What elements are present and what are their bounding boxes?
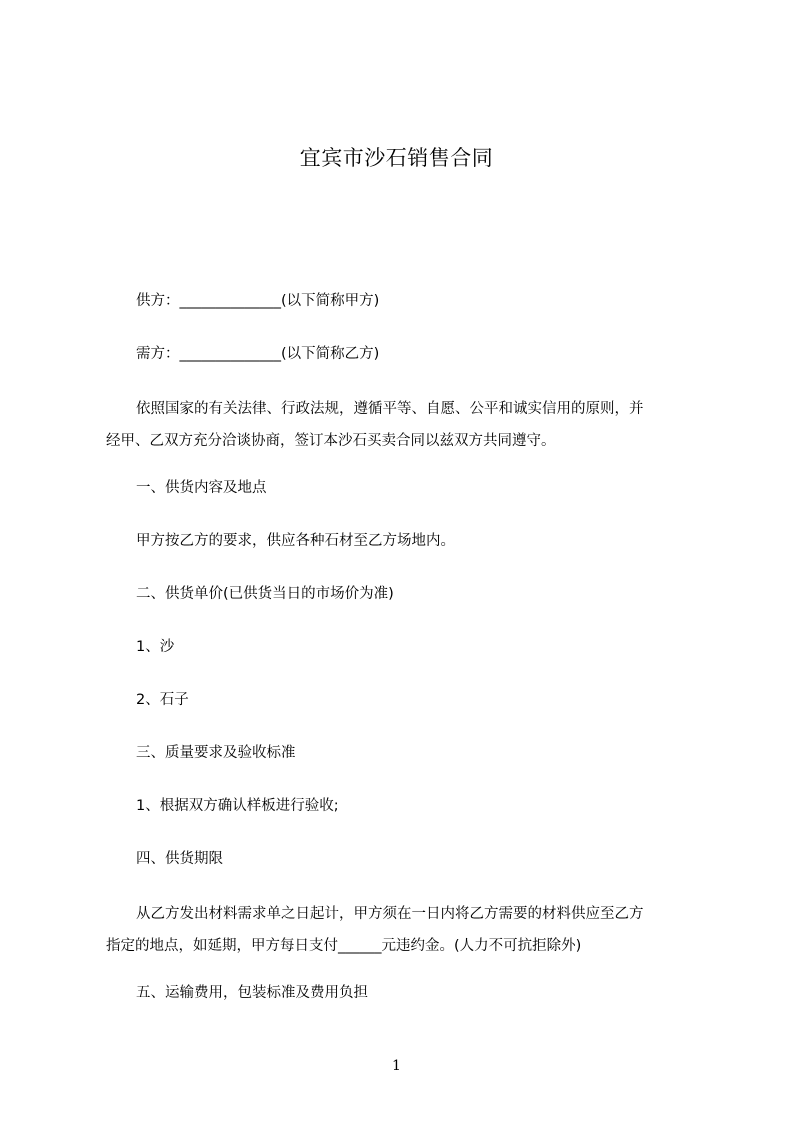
- supplier-line: 供方：______________(以下简称甲方): [136, 293, 380, 309]
- section4-heading: 四、供货期限: [136, 851, 223, 867]
- section1-heading: 一、供货内容及地点: [136, 480, 267, 496]
- section4-paragraph: [106, 898, 701, 962]
- intro-line-2: 经甲、乙双方充分洽谈协商，签订本沙石买卖合同以兹双方共同遵守。: [106, 433, 556, 449]
- section3-heading: 三、质量要求及验收标准: [136, 745, 296, 761]
- section1-text: 甲方按乙方的要求，供应各种石材至乙方场地内。: [136, 533, 455, 549]
- section2-item-1: 1、沙: [136, 639, 175, 655]
- section2-heading: 二、供货单价(已供货当日的市场价为准): [136, 586, 394, 602]
- section3-item-1: 1、根据双方确认样板进行验收;: [136, 798, 339, 814]
- section5-heading: 五、运输费用，包装标准及费用负担: [136, 985, 368, 1001]
- section4-line-1: 从乙方发出材料需求单之日起计，甲方须在一日内将乙方需要的材料供应至乙方: [136, 906, 644, 922]
- section4-line-2: 指定的地点，如延期，甲方每日支付______元违约金。(人力不可抗拒除外): [106, 938, 582, 954]
- intro-paragraph: [106, 393, 701, 457]
- intro-line-1: 依照国家的有关法律、行政法规，遵循平等、自愿、公平和诚实信用的原则，并: [136, 401, 644, 417]
- page-number: 1: [392, 1058, 401, 1074]
- section2-item-2: 2、石子: [136, 692, 189, 708]
- buyer-line: 需方：______________(以下简称乙方): [136, 346, 380, 362]
- document-title: 宜宾市沙石销售合同: [299, 146, 494, 170]
